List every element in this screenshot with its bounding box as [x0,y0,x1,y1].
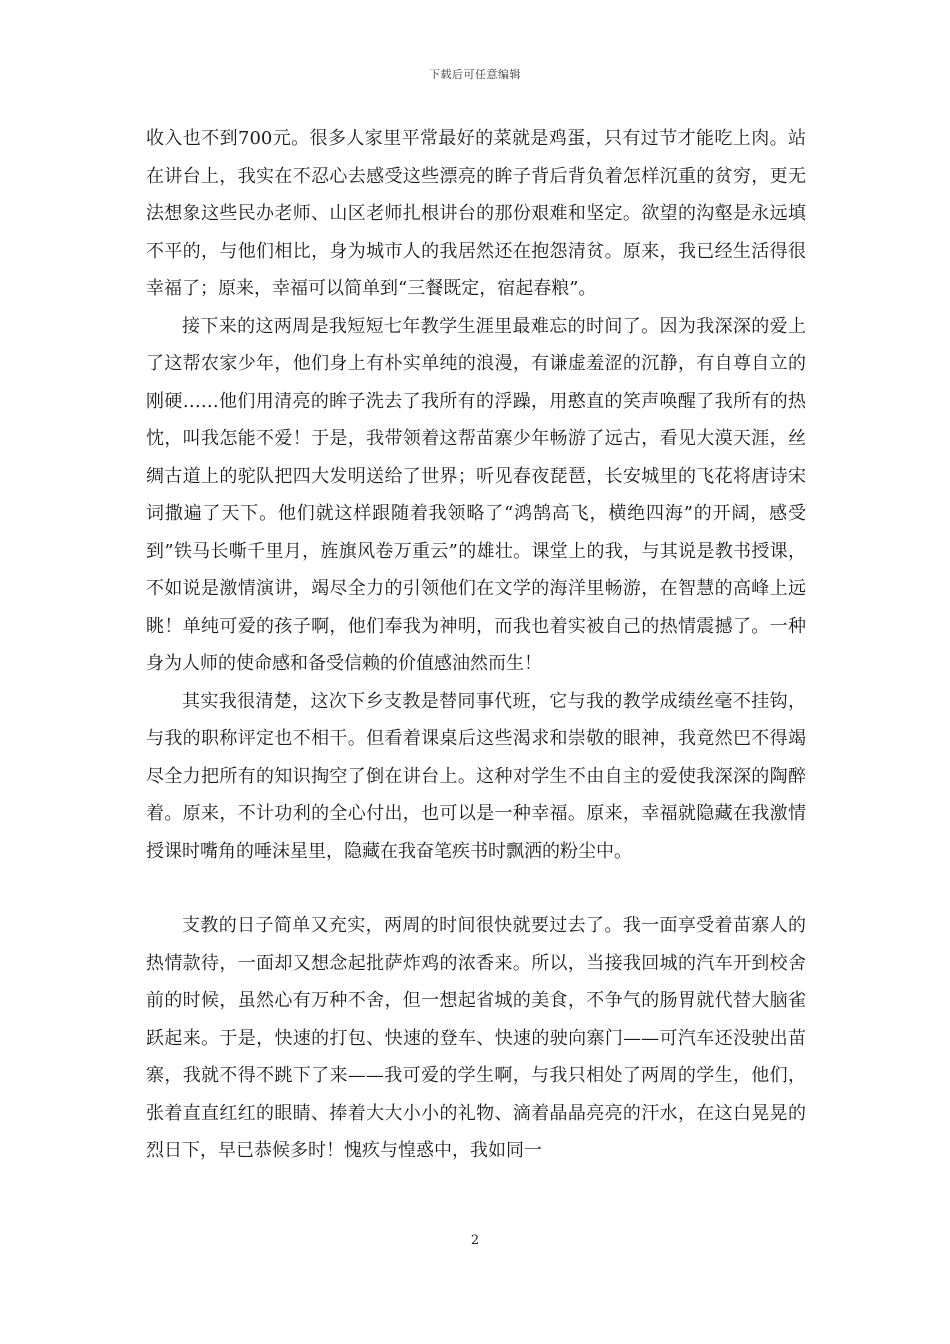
page-number: 2 [470,1233,480,1248]
paragraph-4: 支教的日子简单又充实，两周的时间很快就要过去了。我一面享受着苗寨人的热情款待，一面却又想念起批萨炸鸡的浓香来。所以，当接我回城的汽车开到校舍前的时候，虽然心有万种不舍，但一想起省城的美食，不争气的肠胃就代替大脑雀跃起来。于是，快速的打包、快速的登车、快速的驶向寨门——可汽车还没驶出苗寨，我就不得不跳下了来——我可爱的学生啊，与我只相处了两周的学生，他们，张着直直红红的眼睛、捧着大大小小的礼物、滴着晶晶亮亮的汗水，在这白晃晃的烈日下，早已恭候多时！愧疚与惶惑中，我如同一 [146,915,806,1161]
paragraph-3: 其实我很清楚，这次下乡支教是替同事代班，它与我的教学成绩丝毫不挂钩，与我的职称评定也不相干。但看着课桌后这些渴求和崇敬的眼神，我竟然巴不得竭尽全力把所有的知识掏空了倒在讲台上。这种对学生不由自主的爱使我深深的陶醉着。原来，不计功利的全心付出，也可以是一种幸福。原来，幸福就隐藏在我激情授课时嘴角的唾沫星里，隐藏在我奋笔疾书时飘洒的粉尘中。 [146,690,806,862]
page-header: 下载后可任意编辑 [429,68,521,81]
document-body [146,120,806,1170]
paragraph-2: 接下来的这两周是我短短七年教学生涯里最难忘的时间了。因为我深深的爱上了这帮农家少年，他们身上有朴实单纯的浪漫，有谦虚羞涩的沉静，有自尊自立的刚硬……他们用清亮的眸子洗去了我所有的浮躁，用憨直的笑声唤醒了我所有的热忱，叫我怎能不爱！于是，我带领着这帮苗寨少年畅游了远古，看见大漠天涯，丝绸古道上的驼队把四大发明送给了世界；听见春夜琵琶，长安城里的飞花将唐诗宋词撒遍了天下。他们就这样跟随着我领略了“鸿鹄高飞，横绝四海”的开阔，感受到”铁马长嘶千里月，旌旗风卷万重云”的雄壮。课堂上的我，与其说是教书授课，不如说是激情演讲，竭尽全力的引领他们在文学的海洋里畅游，在智慧的高峰上远眺！单纯可爱的孩子啊，他们奉我为神明，而我也着实被自己的热情震撼了。一种身为人师的使命感和备受信赖的价值感油然而生！ [146,315,806,674]
paragraph-1: 收入也不到700元。很多人家里平常最好的菜就是鸡蛋，只有过节才能吃上肉。站在讲台上，我实在不忍心去感受这些漂亮的眸子背后背负着怎样沉重的贫穷，更无法想象这些民办老师、山区老师扎根讲台的那份艰难和坚定。欲望的沟壑是永远填不平的，与他们相比，身为城市人的我居然还在抱怨清贫。原来，我已经生活得很幸福了；原来，幸福可以简单到“三餐既定，宿起春粮”。 [146,128,806,299]
